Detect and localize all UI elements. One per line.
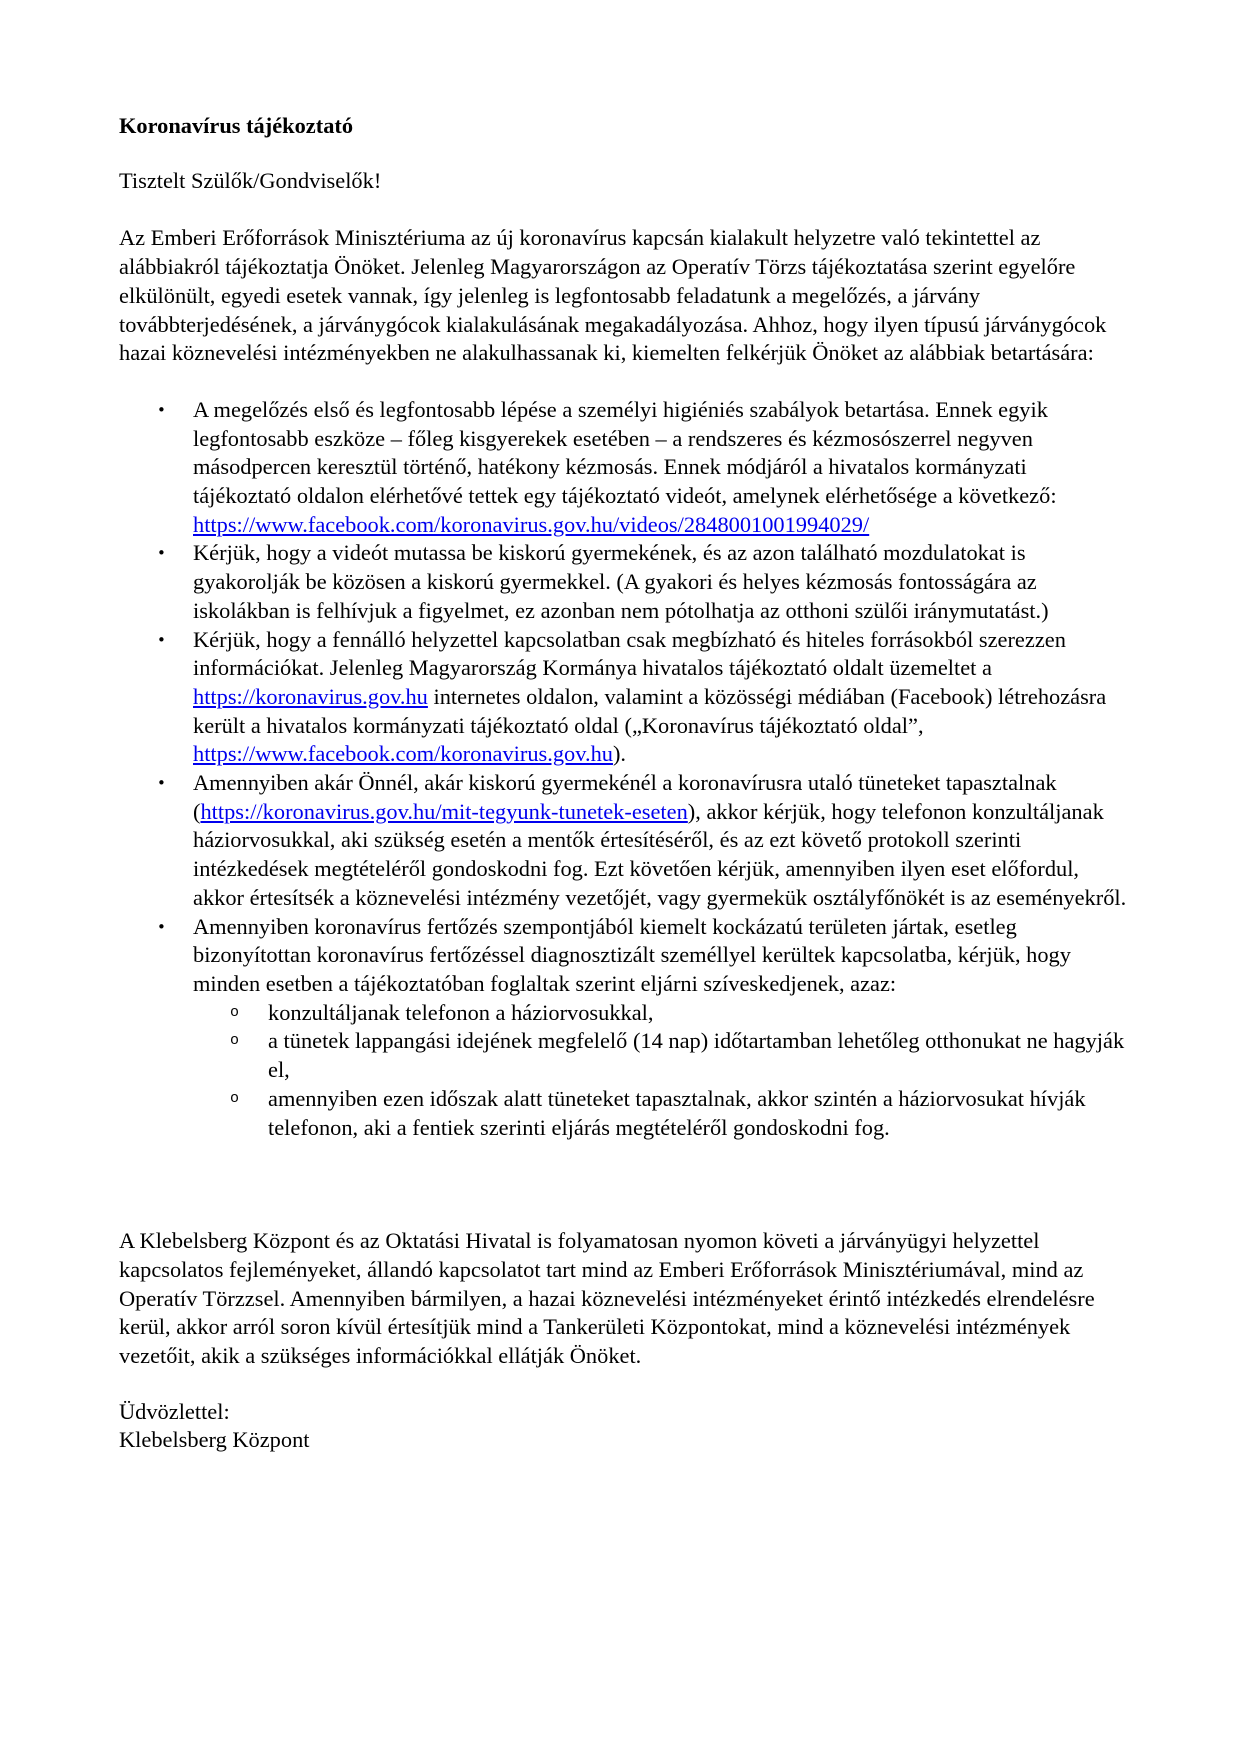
bullet-icon: • bbox=[157, 774, 166, 793]
facebook-page-link[interactable]: https://www.facebook.com/koronavirus.gov.hu bbox=[193, 741, 613, 767]
symptoms-guide-link[interactable]: https://koronavirus.gov.hu/mit-tegyunk-tunetek-eseten bbox=[200, 798, 688, 824]
sub-list-item-text: a tünetek lappangási idejének megfelelő (14 nap) időtartamban lehetőleg otthonukat ne hagyják el, bbox=[268, 1028, 1125, 1083]
circle-bullet-icon: o bbox=[230, 1032, 240, 1050]
list-item-text: Amennyiben akár Önnél, akár kiskorú gyermekénél a koronavírusra utaló tüneteket tapasztalnak ( bbox=[193, 770, 1057, 824]
bullet-icon: • bbox=[157, 544, 166, 563]
facebook-video-link[interactable]: https://www.facebook.com/koronavirus.gov.hu/videos/2848001001994029/ bbox=[193, 511, 870, 537]
closing-paragraph: A Klebelsberg Központ és az Oktatási Hivatal is folyamatosan nyomon követi a járványügyi helyzettel kapcsolatos fejleményeket, állandó kapcsolatot tart mind az Emberi Erőforrások Minisztériumával, mind az Operatív Törzzsel. Amennyiben bármilyen, a hazai köznevelési intézményeket érintő intézkedés elrendelésre kerül, akkor arról soron kívül értesítjük mind a Tankerületi Központokat, mind a köznevelési intézmények vezetőit, akik a szükséges információkkal ellátják Önöket. bbox=[119, 1228, 1095, 1369]
sub-list bbox=[193, 999, 1129, 1143]
document-page bbox=[119, 112, 1129, 1455]
list-item-reliable-sources bbox=[157, 626, 1129, 770]
sender-name: Klebelsberg Központ bbox=[119, 1427, 310, 1453]
sub-list-item-text: konzultáljanak telefonon a háziorvosukkal, bbox=[268, 999, 654, 1025]
document-title: Koronavírus tájékoztató bbox=[119, 113, 354, 138]
list-item-text: Kérjük, hogy a videót mutassa be kiskorú gyermekének, és az azon található mozdulatokat is gyakorolják be közösen a kiskorú gyermekkel. (A gyakori és helyes kézmosás fontosságára az iskolákban is felhívjuk a figyelmet, ez azonban nem pótolhatja az otthoni szülői iránymutatást.) bbox=[193, 540, 1049, 623]
list-item-video-practice bbox=[157, 539, 1129, 625]
list-item-text: internetes oldalon, valamint a közösségi médiában (Facebook) létrehozásra került a hivatalos kormányzati tájékoztató oldal („Koronavírus tájékoztató oldal”, bbox=[193, 683, 1107, 738]
sub-list-item-text: amennyiben ezen időszak alatt tüneteket tapasztalnak, akkor szintén a háziorvosukat hívják telefonon, aki a fentiek szerinti eljárás megtételéről gondoskodni fog. bbox=[268, 1085, 1086, 1140]
list-item-symptoms bbox=[157, 769, 1129, 913]
circle-bullet-icon: o bbox=[230, 1003, 240, 1021]
koronavirus-site-link[interactable]: https://koronavirus.gov.hu bbox=[193, 683, 428, 709]
list-item-handwashing bbox=[157, 396, 1129, 540]
list-item-text: Amennyiben koronavírus fertőzés szempontjából kiemelt kockázatú területen jártak, esetleg bizonyítottan koronavírus fertőzéssel diagnosztizált személlyel kerültek kapcsolatba, kérjük, hogy minden esetben a tájékoztatóban foglaltak szerint eljárni szíveskedjenek, azaz: bbox=[193, 913, 1071, 996]
sub-list-item bbox=[230, 1027, 1129, 1084]
bullet-icon: • bbox=[157, 400, 166, 419]
greeting: Tisztelt Szülők/Gondviselők! bbox=[119, 167, 382, 193]
bullet-icon: • bbox=[157, 917, 166, 936]
list-item-text: ), akkor kérjük, hogy telefonon konzultáljanak háziorvosukkal, aki szükség esetén a mentők értesítéséről, és az ezt követő protokoll szerinti intézkedések megtételéről gondoskodni fog. Ezt követően kérjük, amennyiben ilyen eset előfordul, akkor értesítsék a köznevelési intézmény vezetőjét, vagy gyermekük osztályfőnökét is az eseményekről. bbox=[193, 798, 1127, 910]
list-item-text: A megelőzés első és legfontosabb lépése a személyi higiéniés szabályok betartása. Ennek egyik legfontosabb eszköze – főleg kisgyerekek esetében – a rendszeres és kézmosószerrel negyven másodpercen keresztül történő, hatékony kézmosás. Ennek módjáról a hivatalos kormányzati tájékoztató oldalon elérhetővé tettek egy tájékoztató videót, amelynek elérhetősége a következő: bbox=[193, 396, 1057, 509]
bullet-icon: • bbox=[157, 630, 166, 649]
sub-list-item bbox=[230, 1085, 1129, 1142]
intro-paragraph: Az Emberi Erőforrások Minisztériuma az új koronavírus kapcsán kialakult helyzetre való tekintettel az alábbiakról tájékoztatja Önöket. Jelenleg Magyarországon az Operatív Törzs tájékoztatása szerint egyelőre elkülönült, egyedi esetek vannak, így jelenleg is legfontosabb feladatunk a megelőzés, a járvány továbbterjedésének, a járványgócok kialakulásának megakadályozása. Ahhoz, hogy ilyen típusú járványgócok hazai köznevelési intézményekben ne alakulhassanak ki, kiemelten felkérjük Önöket az alábbiak betartására: bbox=[119, 225, 1107, 366]
list-item-risk-areas bbox=[157, 913, 1129, 1143]
signoff: Üdvözlettel: bbox=[119, 1398, 230, 1424]
sub-list-item bbox=[230, 999, 1129, 1028]
list-item-text: ). bbox=[612, 741, 627, 767]
list-item-text: Kérjük, hogy a fennálló helyzettel kapcsolatban csak megbízható és hiteles forrásokból szerezzen információkat. Jelenleg Magyarország Kormánya hivatalos tájékoztató oldalt üzemeltet a bbox=[193, 626, 1066, 681]
instructions-list bbox=[119, 396, 1129, 1142]
circle-bullet-icon: o bbox=[230, 1089, 240, 1107]
